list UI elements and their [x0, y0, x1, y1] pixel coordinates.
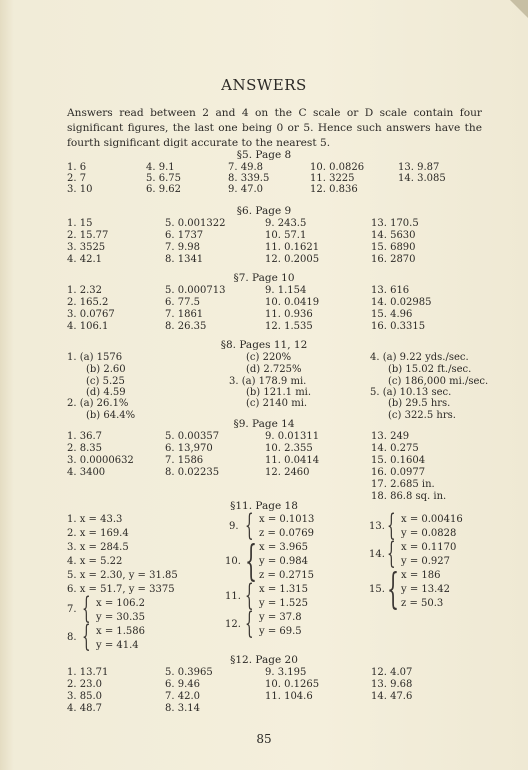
answer-item: 4. 3400 [67, 467, 106, 478]
answer-item: 9. 47.0 [228, 184, 263, 195]
answer-item: x = 0.1013 [259, 514, 315, 525]
answer-item: 1. 36.7 [67, 431, 102, 442]
answer-item: x = 1.315 [259, 584, 309, 595]
answer-item: 12. 1.535 [265, 321, 313, 332]
answer-item: 9. 0.01311 [265, 431, 320, 442]
answer-item: (b) 15.02 ft./sec. [388, 364, 472, 375]
section-heading: §6. Page 9 [236, 205, 292, 217]
answer-item: 15. 4.96 [371, 309, 413, 320]
answer-item: y = 69.5 [259, 626, 302, 637]
brace-icon: { [245, 508, 254, 543]
answer-item: 8. 0.02235 [165, 467, 220, 478]
answer-item: y = 37.8 [259, 612, 302, 623]
brace-icon: { [387, 564, 400, 613]
answer-item: 5. 0.000713 [165, 285, 226, 296]
answer-item: x = 0.1170 [401, 542, 457, 553]
answer-item: 13. 249 [371, 431, 410, 442]
answer-item: 7. 9.98 [165, 242, 200, 253]
answer-item: y = 41.4 [96, 640, 139, 651]
answer-item: 3. x = 284.5 [67, 542, 129, 553]
answer-item: y = 1.525 [259, 598, 309, 609]
answer-item: 8. [67, 632, 77, 643]
brace-icon: { [245, 578, 254, 613]
section-heading: §8. Pages 11, 12 [220, 339, 308, 351]
answer-item: (c) 322.5 hrs. [388, 410, 456, 421]
answer-item: 14. 3.085 [398, 173, 446, 184]
answer-item: 6. x = 51.7, y = 3375 [67, 584, 175, 595]
answer-item: (b) 64.4% [86, 410, 136, 421]
answer-item: 2. 7 [67, 173, 87, 184]
answer-item: 5. 0.3965 [165, 667, 213, 678]
section-heading: §11. Page 18 [230, 500, 298, 512]
brace-icon: { [387, 536, 396, 571]
answer-item: (b) 29.5 hrs. [388, 398, 451, 409]
answer-item: 3. 0.0000632 [67, 455, 134, 466]
answer-item: 8. 3.14 [165, 703, 200, 714]
answer-item: 2. 23.0 [67, 679, 102, 690]
answer-item: 11. [225, 591, 241, 602]
answer-item: 4. 42.1 [67, 254, 102, 265]
answer-item: 7. 42.0 [165, 691, 200, 702]
answer-item: x = 3.965 [259, 542, 309, 553]
answer-item: 13. 616 [371, 285, 410, 296]
answer-item: 14. 0.02985 [371, 297, 432, 308]
answer-item: 11. 104.6 [265, 691, 313, 702]
answer-item: y = 30.35 [96, 612, 146, 623]
answer-item: 13. 9.87 [398, 162, 440, 173]
answer-item: 12. 4.07 [371, 667, 413, 678]
answer-item: 3. 10 [67, 184, 93, 195]
answer-item: 7. 1586 [165, 455, 204, 466]
answer-item: 1. (a) 1576 [67, 352, 123, 363]
answer-item: 6. 77.5 [165, 297, 200, 308]
answer-item: 8. 26.35 [165, 321, 207, 332]
page-number: 85 [256, 732, 272, 746]
answer-item: 3. 0.0767 [67, 309, 115, 320]
answer-item: y = 0.927 [401, 556, 451, 567]
answer-item: 5. x = 2.30, y = 31.85 [67, 570, 178, 581]
answer-item: 16. 2870 [371, 254, 416, 265]
answer-item: 11. 3225 [310, 173, 355, 184]
answer-item: 4. 48.7 [67, 703, 102, 714]
answer-item: 1. 15 [67, 218, 93, 229]
answer-item: (b) 2.60 [86, 364, 126, 375]
answer-item: z = 0.2715 [259, 570, 314, 581]
answer-item: 16. 0.3315 [371, 321, 426, 332]
answer-item: 14. [369, 549, 385, 560]
page-corner [510, 0, 528, 18]
answer-item: 10. 57.1 [265, 230, 307, 241]
brace-icon: { [245, 536, 258, 585]
answer-item: x = 106.2 [96, 598, 146, 609]
answer-item: 7. [67, 604, 77, 615]
answer-item: 2. 15.77 [67, 230, 109, 241]
answer-item: 6. 1737 [165, 230, 204, 241]
answer-item: 1. x = 43.3 [67, 514, 123, 525]
answer-item: 11. 0.1621 [265, 242, 320, 253]
answer-item: (d) 4.59 [86, 387, 126, 398]
answer-item: 12. 0.2005 [265, 254, 320, 265]
answer-item: 5. 0.001322 [165, 218, 226, 229]
answer-item: 8. 1341 [165, 254, 204, 265]
answer-item: 2. 8.35 [67, 443, 102, 454]
answer-item: 1. 6 [67, 162, 87, 173]
brace-icon: { [82, 591, 91, 626]
answer-item: x = 1.586 [96, 626, 146, 637]
brace-icon: { [82, 619, 91, 654]
answer-item: (d) 2.725% [246, 364, 302, 375]
answer-item: 8. 339.5 [228, 173, 270, 184]
answer-item: 6. 13,970 [165, 443, 213, 454]
answer-item: 14. 47.6 [371, 691, 413, 702]
answer-item: (c) 5.25 [86, 376, 125, 387]
answer-item: 4. x = 5.22 [67, 556, 123, 567]
answer-item: 2. x = 169.4 [67, 528, 129, 539]
answer-item: 4. 9.1 [146, 162, 175, 173]
answer-item: 12. [225, 619, 241, 630]
answer-item: 5. 0.00357 [165, 431, 220, 442]
answer-item: 9. [229, 521, 239, 532]
page-title: ANSWERS [221, 76, 307, 94]
answer-item: z = 0.0769 [259, 528, 314, 539]
answer-item: 13. 170.5 [371, 218, 419, 229]
answer-item: 18. 86.8 sq. in. [371, 491, 447, 502]
answer-item: 15. 6890 [371, 242, 416, 253]
section-heading: §5. Page 8 [236, 149, 292, 161]
answer-item: y = 13.42 [401, 584, 451, 595]
answer-item: 10. 0.0826 [310, 162, 365, 173]
answer-item: 17. 2.685 in. [371, 479, 435, 490]
answer-item: 10. [225, 556, 241, 567]
answer-item: 2. 165.2 [67, 297, 109, 308]
section-heading: §12. Page 20 [230, 654, 298, 666]
answer-item: (c) 220% [246, 352, 292, 363]
answer-item: (c) 2140 mi. [246, 398, 308, 409]
answer-item: 5. 6.75 [146, 173, 181, 184]
answer-item: 9. 3.195 [265, 667, 307, 678]
answer-item: (b) 121.1 mi. [246, 387, 312, 398]
brace-icon: { [245, 606, 254, 641]
answer-item: 7. 49.8 [228, 162, 263, 173]
answer-item: 12. 2460 [265, 467, 310, 478]
answer-item: 12. 0.836 [310, 184, 358, 195]
answer-item: 15. [369, 584, 385, 595]
answer-item: 14. 0.275 [371, 443, 419, 454]
answer-item: x = 186 [401, 570, 441, 581]
answer-item: 2. (a) 26.1% [67, 398, 129, 409]
answer-item: y = 0.0828 [401, 528, 457, 539]
answer-item: 5. (a) 10.13 sec. [370, 387, 452, 398]
answer-item: 1. 2.32 [67, 285, 102, 296]
answer-item: 7. 1861 [165, 309, 204, 320]
answer-item: 4. (a) 9.22 yds./sec. [370, 352, 469, 363]
answer-item: 9. 243.5 [265, 218, 307, 229]
answer-item: 10. 0.1265 [265, 679, 320, 690]
answer-item: 16. 0.0977 [371, 467, 426, 478]
answer-item: 11. 0.0414 [265, 455, 320, 466]
answer-item: y = 0.984 [259, 556, 309, 567]
answer-item: 3. 85.0 [67, 691, 102, 702]
answer-item: 3. (a) 178.9 mi. [229, 376, 307, 387]
answer-item: 6. 9.46 [165, 679, 200, 690]
answer-item: 3. 3525 [67, 242, 106, 253]
answer-item: z = 50.3 [401, 598, 444, 609]
section-heading: §9. Page 14 [233, 418, 295, 430]
answer-item: 15. 0.1604 [371, 455, 426, 466]
answer-item: 11. 0.936 [265, 309, 313, 320]
answer-item: (c) 186,000 mi./sec. [388, 376, 489, 387]
answer-item: 6. 9.62 [146, 184, 181, 195]
answer-item: 13. [369, 521, 385, 532]
answer-item: 4. 106.1 [67, 321, 109, 332]
answer-item: 10. 2.355 [265, 443, 313, 454]
answer-item: 1. 13.71 [67, 667, 109, 678]
section-heading: §7. Page 10 [233, 272, 295, 284]
answer-item: 9. 1.154 [265, 285, 307, 296]
answer-item: x = 0.00416 [401, 514, 463, 525]
answer-item: 14. 5630 [371, 230, 416, 241]
answer-item: 13. 9.68 [371, 679, 413, 690]
brace-icon: { [387, 508, 396, 543]
answer-item: 10. 0.0419 [265, 297, 320, 308]
intro-paragraph: Answers read between 2 and 4 on the C scale or D scale contain four significant figures, the last one being 0 or 5. Hence such answers have the fourth significant digit accurate to the nearest 5. [67, 107, 482, 149]
